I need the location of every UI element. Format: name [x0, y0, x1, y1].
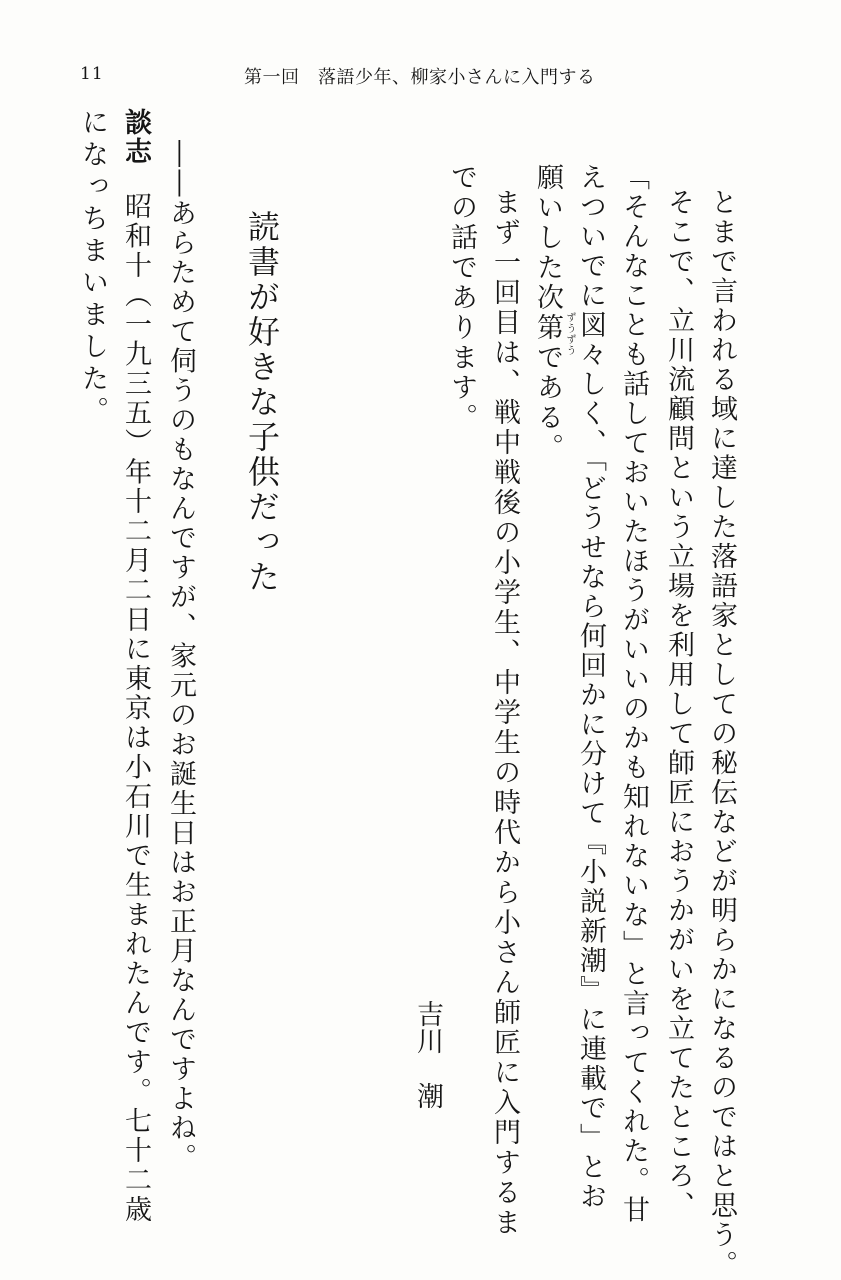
speaker-label: 談志 — [120, 108, 151, 166]
author-name — [414, 1000, 441, 1109]
interview-answer-line-1: 昭和十（一九三五）年十二月二日に東京は小石川で生まれたんです。七十二歳 — [120, 192, 151, 1225]
author-family-name: 吉川 — [412, 1000, 443, 1054]
section-heading: 読書が好きな子供だった — [243, 210, 281, 595]
interview-answer-line-2: になっちまいました。 — [77, 108, 108, 428]
body-column-1: とまで言われる域に達した落語家としての秘伝などが明らかになるのではと思う。 — [706, 188, 737, 1280]
page-number: 11 — [80, 64, 104, 84]
running-title: 第一回 落語少年、柳家小さんに入門する — [244, 67, 596, 88]
body-column-4: えついでに図々しく、「どうせなら何回かに分けて『小説新潮』に連載で」とお — [575, 163, 606, 1212]
body-column-2: そこで、立川流顧問という立場を利用して師匠におうかがいを立てたところ、 — [663, 188, 694, 1221]
body-column-6: まず一回目は、戦中戦後の小学生、中学生の時代から小さん師匠に入門するま — [489, 188, 520, 1238]
furigana-zuuzuu: ずうずう — [564, 312, 575, 356]
interview-question: ――あらためて伺うのもなんですが、家元のお誕生日はお正月なんですよね。 — [165, 140, 196, 1173]
author-given-name: 潮 — [412, 1082, 443, 1109]
body-column-7: での話であります。 — [446, 163, 477, 433]
body-column-5: 願いした次第である。 — [532, 163, 563, 463]
body-column-3: 「そんなことも話しておいたほうがいいのかも知れないな」と言ってくれた。甘 — [618, 163, 649, 1225]
